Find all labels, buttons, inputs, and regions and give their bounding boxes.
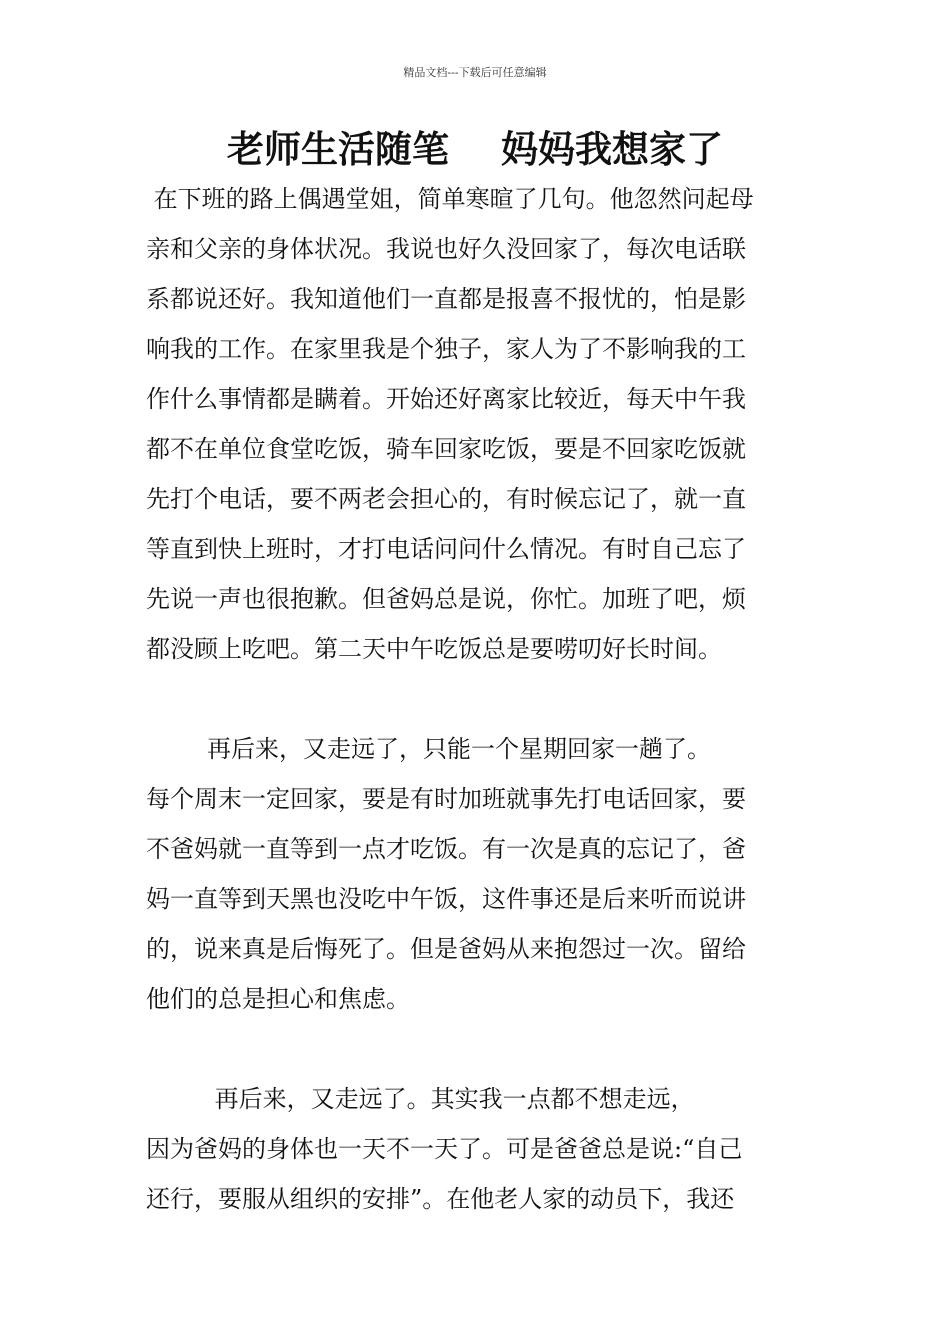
title-part-2: 妈妈我想家了	[501, 128, 723, 171]
text-line: 等直到快上班时，才打电话问问什么情况。有时自己忘了	[146, 535, 746, 563]
text-line: 妈一直等到天黑也没吃中午饭，这件事还是后来听而说讲	[146, 885, 746, 913]
paragraph-spacer	[146, 674, 808, 724]
paragraph-spacer	[146, 1024, 808, 1074]
text-line: 都不在单位食堂吃饭，骑车回家吃饭，要是不回家吃饭就	[146, 435, 746, 463]
paragraph	[146, 724, 808, 1024]
paragraph	[146, 174, 808, 674]
text-line: 因为爸妈的身体也一天不一天了。可是爸爸总是说:“自己	[146, 1135, 743, 1163]
text-line: 的，说来真是后悔死了。但是爸妈从来抱怨过一次。留给	[146, 935, 746, 963]
text-line: 都没顾上吃吧。第二天中午吃饭总是要唠叨好长时间。	[146, 635, 722, 663]
text-line: 先说一声也很抱歉。但爸妈总是说，你忙。加班了吧，烦	[146, 585, 746, 613]
text-line: 不爸妈就一直等到一点才吃饭。有一次是真的忘记了，爸	[146, 835, 746, 863]
text-line: 每个周末一定回家，要是有时加班就事先打电话回家，要	[146, 785, 746, 813]
text-line: 响我的工作。在家里我是个独子，家人为了不影响我的工	[146, 335, 746, 363]
text-line: 系都说还好。我知道他们一直都是报喜不报忧的，怕是影	[146, 285, 746, 313]
page-header: 精品文档---下载后可任意编辑	[403, 66, 547, 79]
document-body	[146, 174, 808, 1224]
text-line: 他们的总是担心和焦虑。	[146, 985, 410, 1013]
text-line: 再后来，又走远了。其实我一点都不想走远，	[146, 1085, 695, 1113]
text-line: 作什么事情都是瞒着。开始还好离家比较近，每天中午我	[146, 385, 746, 413]
text-line: 还行，要服从组织的安排”。在他老人家的动员下，我还	[146, 1185, 735, 1213]
text-line: 先打个电话，要不两老会担心的，有时候忘记了，就一直	[146, 485, 746, 513]
paragraph	[146, 1074, 808, 1224]
text-line: 亲和父亲的身体状况。我说也好久没回家了，每次电话联	[146, 235, 746, 263]
text-line: 在下班的路上偶遇堂姐，简单寒暄了几句。他忽然问起母	[146, 185, 754, 213]
text-line: 再后来，又走远了，只能一个星期回家一趟了。	[146, 735, 712, 763]
title-part-1: 老师生活随笔	[227, 128, 449, 171]
document-title	[0, 124, 950, 176]
